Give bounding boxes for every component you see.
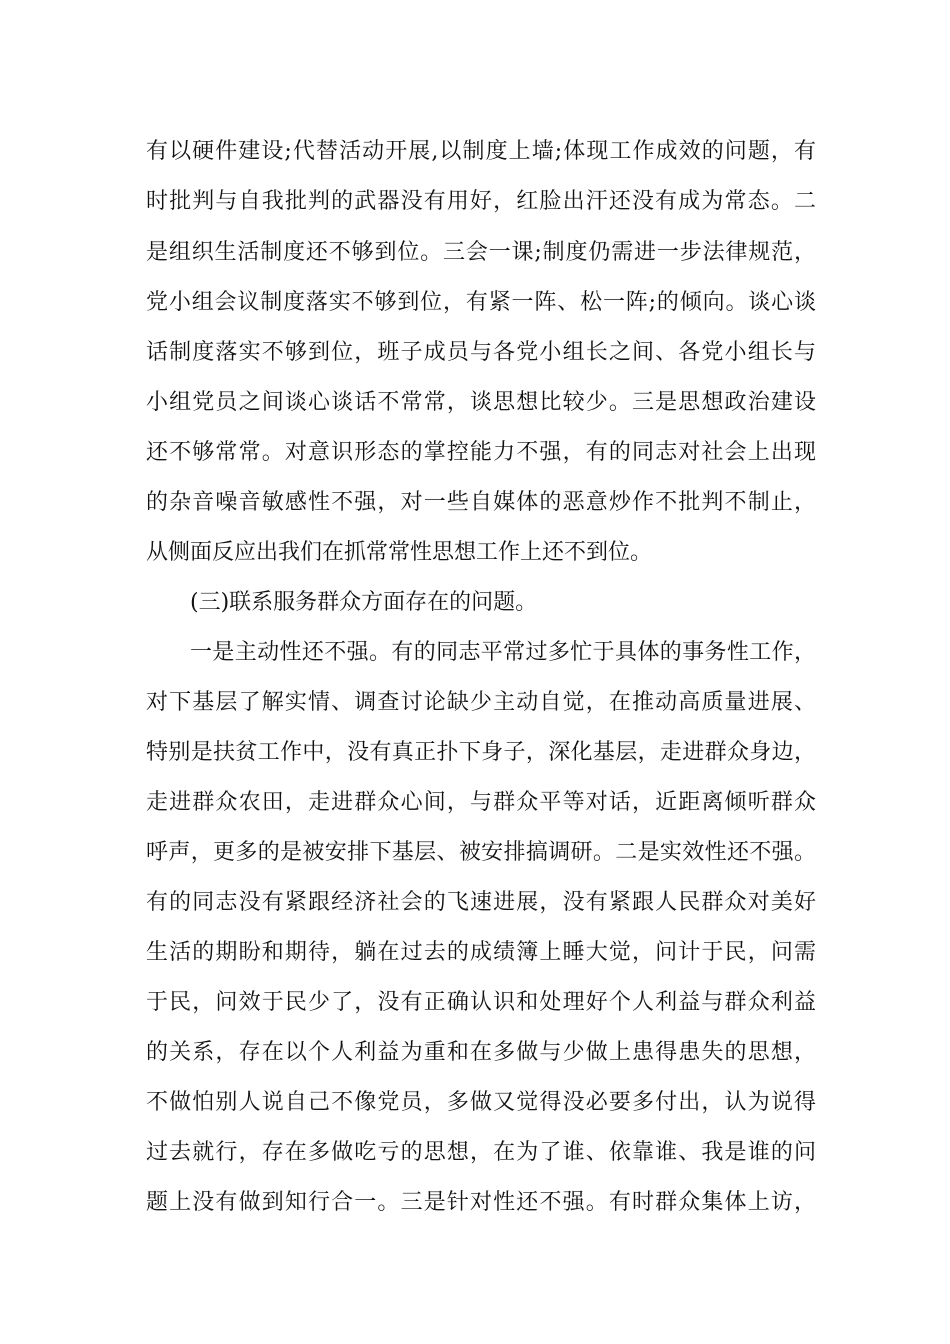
text-line: 走进群众农田，走进群众心间，与群众平等对话，近距离倾听群众	[146, 790, 816, 815]
text-line: 党小组会议制度落实不够到位，有紧一阵、松一阵;的倾向。谈心谈	[146, 290, 816, 315]
text-line: 话制度落实不够到位，班子成员与各党小组长之间、各党小组长与	[146, 340, 816, 365]
text-line: 是组织生活制度还不够到位。三会一课;制度仍需进一步法律规范，	[146, 240, 816, 265]
text-line: 特别是扶贫工作中，没有真正扑下身子，深化基层，走进群众身边，	[146, 740, 816, 765]
text-line: 有的同志没有紧跟经济社会的飞速进展，没有紧跟人民群众对美好	[146, 890, 816, 915]
text-line: 于民，问效于民少了，没有正确认识和处理好个人利益与群众利益	[146, 990, 816, 1015]
text-line: 有以硬件建设;代替活动开展,以制度上墙;体现工作成效的问题，有	[146, 139, 816, 164]
text-line: 呼声，更多的是被安排下基层、被安排搞调研。二是实效性还不强。	[146, 840, 816, 865]
text-line: 题上没有做到知行合一。三是针对性还不强。有时群众集体上访，	[146, 1190, 816, 1215]
text-line: 还不够常常。对意识形态的掌控能力不强，有的同志对社会上出现	[146, 440, 816, 465]
text-line: 的杂音噪音敏感性不强，对一些自媒体的恶意炒作不批判不制止，	[146, 490, 816, 515]
text-line: 的关系，存在以个人利益为重和在多做与少做上患得患失的思想，	[146, 1040, 816, 1065]
section-heading: (三)联系服务群众方面存在的问题。	[190, 590, 538, 615]
text-line: 对下基层了解实情、调查讨论缺少主动自觉，在推动高质量进展、	[146, 690, 816, 715]
text-line: 不做怕别人说自己不像党员，多做又觉得没必要多付出，认为说得	[146, 1090, 816, 1115]
text-line: 小组党员之间谈心谈话不常常，谈思想比较少。三是思想政治建设	[146, 390, 816, 415]
paragraph-first-line: 一是主动性还不强。有的同志平常过多忙于具体的事务性工作，	[190, 640, 816, 665]
text-line-paragraph-end: 从侧面反应出我们在抓常常性思想工作上还不到位。	[146, 540, 653, 565]
text-line: 过去就行，存在多做吃亏的思想，在为了谁、依靠谁、我是谁的问	[146, 1140, 816, 1165]
text-line: 生活的期盼和期待，躺在过去的成绩簿上睡大觉，问计于民，问需	[146, 940, 816, 965]
text-line: 时批判与自我批判的武器没有用好，红脸出汗还没有成为常态。二	[146, 189, 816, 214]
